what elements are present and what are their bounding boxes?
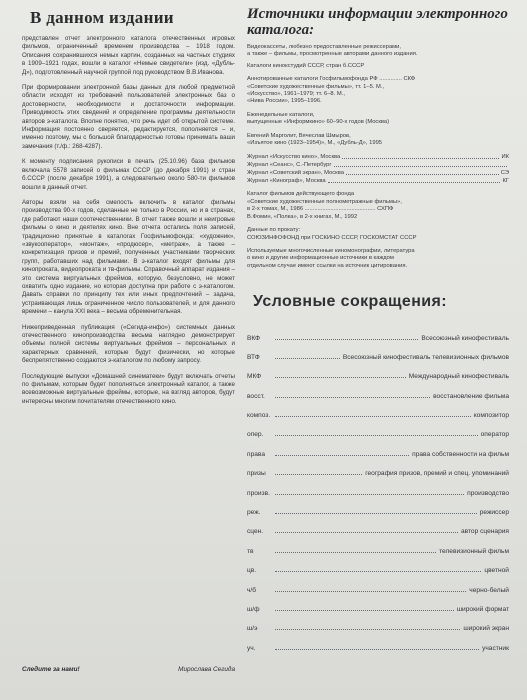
source-line: Каталог фильмов действующего фонда [247, 191, 355, 198]
source-line: В.Фомин, «Полка», в 2-х книгах, М., 1992 [247, 213, 358, 220]
abbreviation-key: ш/ф [247, 605, 260, 613]
leader-dots [275, 455, 409, 456]
weekly-catalogs [247, 112, 509, 127]
abbreviation-value: цветной [484, 567, 509, 575]
abbreviation-row [247, 438, 509, 457]
abbreviation-row [247, 400, 509, 419]
abbreviation-row [247, 613, 509, 632]
source-line: Данные по прокату: [247, 227, 301, 234]
abbreviation-row [247, 342, 509, 361]
abbreviations-heading: Условные сокращения: [253, 293, 447, 311]
active-fund-catalog [247, 191, 509, 221]
journal-row [247, 169, 509, 177]
paragraph-next-issues: Последующие выпуски «Домашней синематеки» будут включать отчеты по фильмам, которым будет пополняться электронный каталог, а также всевозможные виртуальные фреймы, которые, на взгляд авторов, будут интересны многим почитателям отечественного кино. [22, 372, 235, 405]
source-line: о кино и другие информационные источники в каждом [247, 255, 394, 262]
abbreviation-key: опер. [247, 431, 264, 439]
source-line: «Нива России», 1995–1996. [247, 98, 322, 105]
abbreviation-value: оператор [480, 431, 509, 439]
left-heading: В данном издании [30, 8, 174, 27]
abbreviation-value: производство [467, 489, 509, 497]
source-line: «Искусство», 1961–1979; тт. 6–8. М., [247, 91, 345, 98]
journal-row [247, 153, 509, 161]
journal-name: Журнал «Советский экран», Москва [247, 170, 344, 177]
journal-list [247, 153, 509, 185]
source-line: Евгений Марголит, Вячеслав Шмыров, [247, 132, 351, 139]
monographs-note [247, 248, 509, 270]
margolit-book [247, 133, 509, 148]
leader-dots [346, 169, 499, 175]
sources-heading: Источники информации электронного каталога: [247, 6, 508, 38]
leader-dots [342, 153, 499, 159]
abbreviation-row [247, 322, 509, 341]
follow-us-text: Следите за нами! [22, 666, 80, 673]
left-column [22, 8, 235, 413]
leader-dots [275, 552, 436, 553]
abbreviation-key: цв. [247, 567, 257, 575]
journal-code: СЭ [500, 170, 509, 177]
abbreviation-value: участник [482, 644, 509, 652]
journal-row [247, 161, 509, 169]
abbreviation-row [247, 497, 509, 516]
abbreviations-list [247, 322, 509, 652]
abbreviation-key: восст. [247, 392, 265, 400]
abbreviation-key: уч. [247, 644, 256, 652]
source-line: Аннотированные каталоги Госфильмофонда РФ .............. СКФ [247, 76, 416, 83]
leader-dots [334, 161, 508, 167]
left-footer [22, 666, 235, 673]
sources-intro [247, 44, 509, 70]
paragraph-publication: Нижеприведенная публикация («Сегида-инфо») системных данных отечественного кинопроизводства весьма наглядно демонстрирует объемы полной системы виртуальных фреймов – персональных и характерных сравнений, которые будут физически, но которые беспрепятственно создаются э-каталогом по любому запросу. [22, 323, 235, 365]
paragraph-count: К моменту подписания рукописи в печать (25.10.96) база фильмов включала 5578 записей о фильмах СССР (до декабря 1991) и стран б.СССР (после декабря 1991), а следовательно около 580-ти фильмов вошли в данный отчет. [22, 158, 235, 191]
abbreviation-row [247, 632, 509, 651]
abbreviation-key: ВКФ [247, 334, 261, 342]
source-line: СОЮЗИНФОФОНД при ГОСКИНО СССР, ГОСКОМСТАТ СССР [247, 234, 417, 241]
abbreviation-key: реж. [247, 509, 261, 517]
leader-dots [275, 591, 466, 592]
leader-dots [275, 339, 418, 340]
paragraph-intro: представлен отчет электронного каталога отечественных игровых фильмов, ограниченный временем производства – 1918 годом. Описания сохранившихся немых картин, созданных на частных студиях в 1909–1921 годах, вошли в каталог «Немые свидетели» (изд. «Дубль-Д»), подготовленный научной группой под руководством В.В.Иванова. [22, 35, 235, 76]
source-line: «Советские художественные фильмы», тт. 1–5. М., [247, 83, 385, 90]
abbreviation-row [247, 419, 509, 438]
leader-dots [275, 474, 362, 475]
abbreviation-value: широкий формат [456, 605, 509, 613]
leader-dots [275, 571, 481, 572]
abbreviation-row [247, 574, 509, 593]
leader-dots [275, 397, 430, 398]
abbreviation-row [247, 361, 509, 380]
author-signature: Мирослава Сегида [178, 666, 235, 673]
journal-name: Журнал «Кинограф», Москва [247, 178, 326, 185]
leader-dots [275, 435, 478, 436]
source-line: в 2-х томах, М., 1986 ............................................ СХПФ [247, 206, 394, 213]
abbreviation-key: ш/э [247, 625, 258, 633]
journal-name: Журнал «Сеанс», С.-Петербург [247, 162, 332, 169]
abbreviation-row [247, 477, 509, 496]
paragraph-scope: Авторы взяли на себя смелость включить в каталог фильмы производства 90-х годов, сделанные не только в России, но и в странах, где работают наши соотечественники. В отчет также вошли и неигровые фильмы о кино и деятелях кино. Вне отчета остались поля записей, традиционно принятые в каталогах Госфильмофонда: «художник», «звукооператор», «монтаж», «продюсер», «метраж», а также – конкретизация призов и премий, полученных участниками творческих групп, работавших над фильмами. В э-каталог входят фильмы для кинопроката, видеопроката и тв-фильмы. Справочный аппарат издания – это система виртуальных фреймов, которую, безусловно, не может охватить одно издание, но которая доступна при работе с э-каталогом. Давать справки по принципу тех или иных предпочтений – задача, устраивающая лишь ограниченное число пользователей, и для данного времени – канула XXI века – весьма обременительная. [22, 198, 235, 316]
abbreviation-key: ВТФ [247, 353, 260, 361]
journal-code: ИК [501, 154, 509, 161]
leader-dots [275, 494, 464, 495]
source-line: «Советские художественные полнометражные фильмы», [247, 198, 402, 205]
abbreviation-row [247, 458, 509, 477]
abbreviation-row [247, 516, 509, 535]
prokat-data [247, 227, 509, 242]
source-line: Каталоги кинокстудий СССР, стран б.СССР [247, 62, 365, 69]
journal-row [247, 177, 509, 185]
abbreviation-key: тв [247, 547, 254, 555]
source-line: Используемые многочисленные киномонографии, литература [247, 247, 415, 254]
source-line: а также – фильмы, просмотренные авторами данного издания. [247, 51, 418, 58]
abbreviation-value: черно-белый [469, 586, 509, 594]
journal-name: Журнал «Искусство кино», Москва [247, 154, 341, 161]
abbreviation-key: права [247, 450, 266, 458]
abbreviation-value: широкий экран [463, 625, 509, 633]
leader-dots [275, 358, 340, 359]
abbreviation-key: ч/б [247, 586, 257, 594]
abbreviation-value: автор сценария [460, 528, 509, 536]
leader-dots [275, 513, 477, 514]
abbreviation-value: Всесоюзный кинофестиваль [421, 334, 509, 342]
abbreviation-key: композ. [247, 412, 271, 420]
leader-dots [275, 629, 460, 630]
right-column [247, 6, 509, 652]
leader-dots [275, 610, 454, 611]
abbreviation-row [247, 535, 509, 554]
abbreviation-value: Международный кинофестиваль [408, 373, 509, 381]
abbreviation-value: композитор [473, 412, 509, 420]
abbreviation-row [247, 555, 509, 574]
abbreviation-value: права собственности на фильм [412, 450, 509, 458]
abbreviation-row [247, 380, 509, 399]
leader-dots [328, 177, 501, 183]
leader-dots [275, 532, 458, 533]
source-line: отдельном случае имеют ссылки на источник цитирования. [247, 262, 408, 269]
abbreviation-key: призы [247, 470, 266, 478]
paragraph-database: При формировании электронной базы данных для любой предметной области исходят из требований пользователей электронных баз о достоверности, необходимости и достаточности информации. Приводимость этих сведений и определение программы деятельности авторов э-каталога. Вполне понятно, что речь идет об открытой системе. Информация постоянно сверяется, редактируется, пополняется – и, именно поэтому, мы с большой благодарностью готовы принимать ваши замечания (т./ф.: 268-4287). [22, 84, 235, 150]
leader-dots [275, 416, 471, 417]
abbreviation-value: телевизионный фильм [439, 547, 509, 555]
abbreviation-row [247, 594, 509, 613]
source-line: Видеокассеты, любезно предоставленные режиссерами, [247, 44, 402, 50]
journal-code: КГ [502, 178, 509, 185]
abbreviation-value: география призов, премий и спец. упоминаний [365, 470, 509, 478]
abbreviation-value: восстановление фильма [433, 392, 509, 400]
abbreviation-value: режиссер [479, 509, 509, 517]
abbreviation-value: Всесоюзный кинофестиваль телевизионных фильмов [342, 353, 509, 361]
leader-dots [275, 649, 479, 650]
source-line: выпущенные «Информкино» 60–90-х годов (Москва) [247, 119, 390, 126]
annotated-catalogs [247, 76, 509, 106]
source-line: Еженедельные каталоги, [247, 111, 315, 118]
leader-dots [275, 377, 406, 378]
abbreviation-key: произв. [247, 489, 270, 497]
abbreviation-key: МКФ [247, 373, 262, 381]
source-line: «Изъятое кино (1923–1954)», М., «Дубль-Д», 1995 [247, 140, 383, 147]
abbreviation-key: сцен. [247, 528, 264, 536]
